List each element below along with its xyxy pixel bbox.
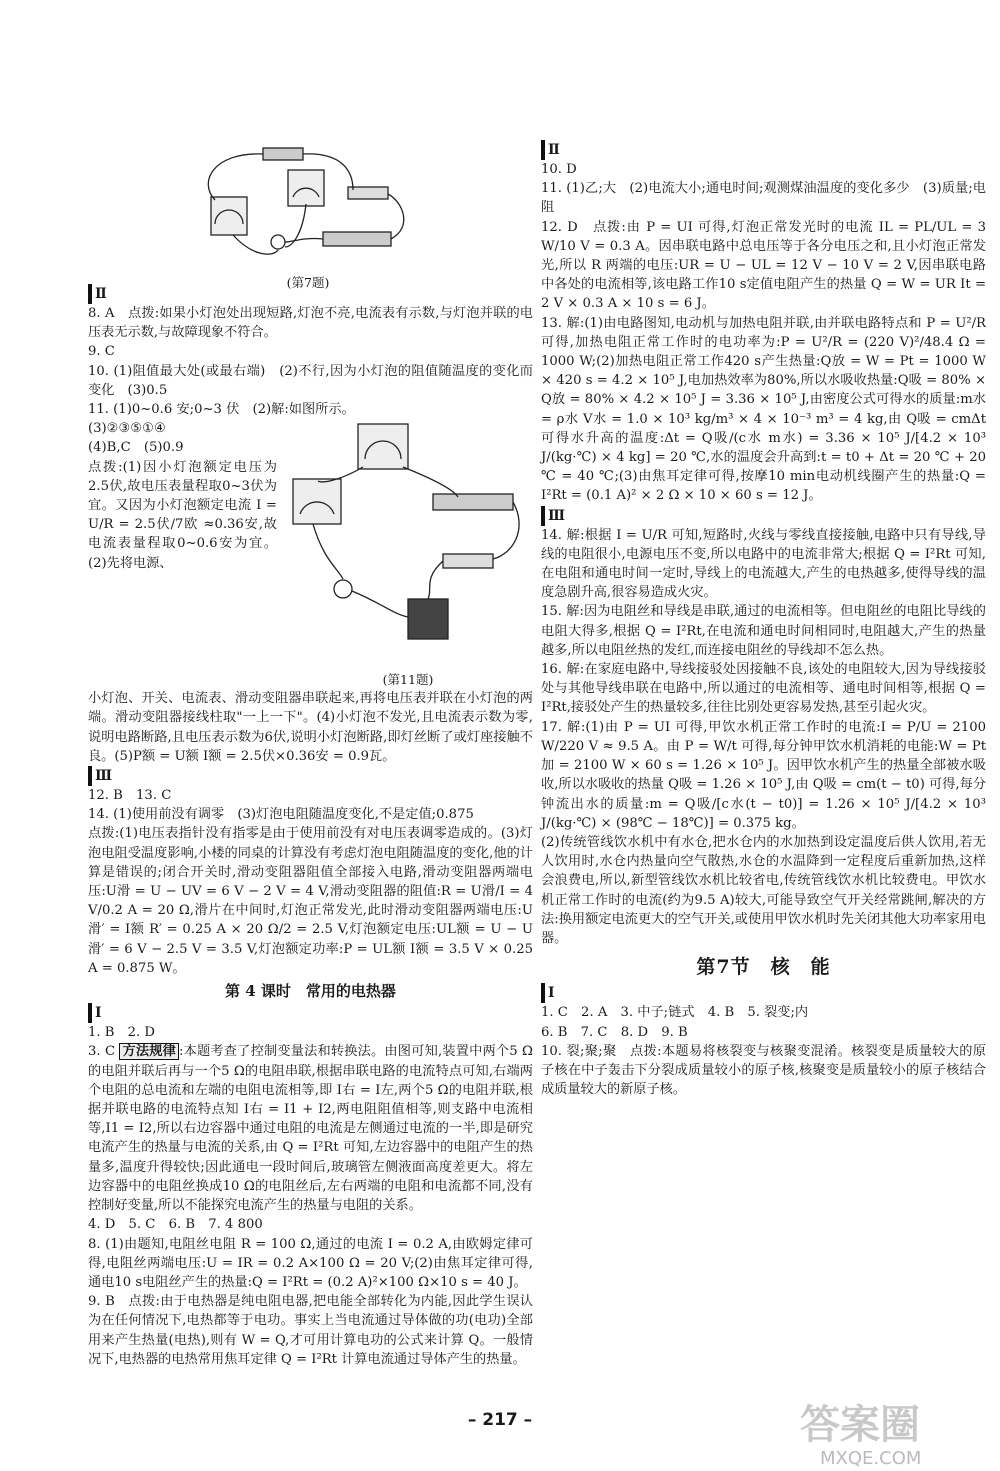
watermark-logo: 答案圈: [800, 1402, 920, 1448]
watermark-url: MXQE.COM: [820, 1448, 922, 1469]
method-tag: 方法规律: [119, 1043, 179, 1060]
answer-12: 12. D 点拨:由 P = UI 可得,灯泡正常发光时的电流 IL = PL/UL = 3 W/10 V = 0.3 A。因串联电路中总电压等于各分电压之和,且小灯泡正常发光,所以 R 两端的电压:UR = U − UL = 12 V − 10 V = 2 V,因串联电路中各处的电流相等,该电路工作10 s定值电阻产生的热量 Q = W = UR It = 2 V × 0.3 A × 10 s = 6 J。: [541, 219, 986, 312]
answer-11b: (3)②③⑤①④: [88, 421, 166, 437]
answer-16: 16. 解:在家庭电路中,导线接驳处因接触不良,该处的电阻较大,因为导线接驳处与其他导线串联在电路中,所以通过的电流相等、通电时间相等,根据 Q = I²Rt,接驳处产生的热量较多,往往比别处更容易发热,甚至引起火灾。: [541, 662, 986, 716]
answer-10: 10. (1)阻值最大处(或最右端) (2)不行,因为小灯泡的阻值随温度的变化而变化 (3)0.5: [88, 363, 533, 398]
answer-8b: 8. (1)由题知,电阻丝电阻 R = 100 Ω,通过的电流 I = 0.2 A,由欧姆定律可得,电阻丝两端电压:U = IR = 0.2 A×100 Ω = 20 V;(2)由焦耳定律可得,通电10 s电阻丝产生的热量:Q = I²Rt = (0.2 A)²×100 Ω×10 s = 40 J。: [88, 1236, 533, 1290]
answer-10b: 10. 裂;聚;聚 点拨:本题易将核裂变与核聚变混淆。核裂变是质量较大的原子核在中子轰击下分裂成质量较小的原子核,核聚变是质量较小的原子核结合成质量较大的新原子核。: [541, 1043, 986, 1098]
circuit-figure-7: [193, 142, 423, 291]
level-2-marker: Ⅱ: [88, 284, 533, 304]
answer-17b: (2)传统管线饮水机中有水仓,把水仓内的水加热到设定温度后供人饮用,若无人饮用时,水仓内热量向空气散热,水仓的水温降到一定程度后重新加热,这样会浪费电,所以,新型管线饮水机比较省电,传统管线饮水机比较费电。甲饮水机正常工作时的电流(约为9.5 A)较大,可能导致空气开关经常跳闸,解决的方法:换用额定电流更大的空气开关,或使用甲饮水机时先关闭其他大功率家用电器。: [541, 834, 986, 946]
level-1-marker: Ⅰ: [541, 983, 986, 1003]
level-3-marker: Ⅲ: [88, 766, 533, 786]
answer-11c: (4)B,C (5)0.9: [88, 440, 184, 456]
left-column: [88, 140, 533, 1369]
circuit-diagram-icon: [193, 142, 423, 267]
answer-14: 14. (1)使用前没有调零 (3)灯泡电阻随温度变化,不是定值;0.875: [88, 807, 474, 823]
answer-8: 8. A 点拨:如果小灯泡处出现短路,灯泡不亮,电流表有示数,与灯泡并联的电压表无示数,与故障现象不符合。: [88, 306, 533, 341]
circuit-diagram-icon: [283, 419, 533, 664]
answer-1: 1. C 2. A 3. 中子;链式 4. B 5. 裂变;内: [541, 1005, 809, 1021]
section-heading-lesson-4: 第 4 课时 常用的电热器: [225, 982, 396, 1001]
answer-1: 1. B 2. D: [88, 1025, 155, 1041]
answer-9: 9. C: [88, 344, 115, 360]
answer-11: 11. (1)乙;大 (2)电流大小;通电时间;观测煤油温度的变化多少 (3)质量;电阻: [541, 181, 986, 216]
answer-15: 15. 解:因为电阻丝和导线是串联,通过的电流相等。但电阻丝的电阻比导线的电阻大得多,根据 Q = I²Rt,在电流和通电时间相同时,电阻越大,产生的热量越多,所以电阻丝热的发红,而连接电阻丝的导线却不怎么热。: [541, 604, 986, 658]
answer-11-hint-cont: 小灯泡、开关、电流表、滑动变阻器串联起来,再将电压表并联在小灯泡的两端。滑动变阻器接线柱取"一上一下"。(4)小灯泡不发光,且电流表示数为零,说明电路断路,且电压表示数为6伏,说明小灯泡断路,即灯丝断了或灯座接触不良。(5)P额 = U额 I额 = 2.5伏×0.36安 = 0.9瓦。: [88, 691, 533, 764]
section-heading-nuclear: 第7节 核 能: [696, 956, 831, 979]
level-1-marker: Ⅰ: [88, 1003, 533, 1023]
level-3-marker: Ⅲ: [541, 506, 986, 526]
answer-12: 12. B 13. C: [88, 788, 172, 804]
answer-13: 13. 解:(1)由电路图知,电动机与加热电阻并联,由并联电路特点和 P = U²/R 可得,加热电阻正常工作时的电功率为:P = U²/R = (220 V)²/48.4 Ω = 1000 W;(2)加热电阻正常工作420 s产生热量:Q放 = W = Pt = 1000 W × 420 s = 4.2 × 10⁵ J,电加热效率为80%,所以水吸收热量:Q吸 = 80% × Q放 = 80% × 4.2 × 10⁵ J = 3.36 × 10⁵ J,由密度公式可得水的质量:m水 = ρ水 V水 = 1.0 × 10³ kg/m³ × 4 × 10⁻³ m³ = 4 kg,由 Q吸 = cmΔt 可得水升高的温度:Δt = Q吸/(c水 m水) = 3.36 × 10⁵ J/[4.2 × 10³ J/(kg·℃) × 4 kg] = 20 ℃,水的温度会升高到:t = t0 + Δt = 20 ℃ + 20 ℃ = 40 ℃;(3)由焦耳定律可得,按摩10 min电动机线圈产生的热量:Q = I²Rt = (0.1 A)² × 2 Ω × 10 × 60 s = 12 J。: [541, 315, 986, 504]
level-2-marker: Ⅱ: [541, 140, 986, 160]
answer-17: 17. 解:(1)由 P = UI 可得,甲饮水机正常工作时的电流:I = P/U = 2100 W/220 V ≈ 9.5 A。由 P = W/t 可得,每分钟甲饮水机消耗的电能:W = Pt加 = 2100 W × 60 s = 1.26 × 10⁵ J。因甲饮水机产生的热量全部被水吸收,所以水吸收的热量 Q吸 = 1.26 × 10⁵ J,由 Q吸 = cm(t − t0) 可得,每分钟流出水的质量:m = Q吸/[c水(t − t0)] = 1.26 × 10⁵ J/[4.2 × 10³ J/(kg·℃) × (98℃ − 18℃)] = 0.375 kg。: [541, 719, 986, 831]
answer-11a: 11. (1)0~0.6 安;0~3 伏 (2)解:如图所示。: [88, 402, 355, 418]
answer-10: 10. D: [541, 162, 577, 177]
answer-14: 14. 解:根据 I = U/R 可知,短路时,火线与零线直接接触,电路中只有导线,导线的电阻很小,电源电压不变,所以电路中的电流非常大;根据 Q = I²Rt 可知,在电阻和通电时间一定时,导线上的电流越大,产生的电热越多,使得导线的温度急剧升高,很容易造成火灾。: [541, 527, 986, 601]
answer-4: 4. D 5. C 6. B 7. 4 800: [88, 1217, 263, 1233]
right-column: [541, 140, 986, 1099]
figure-7-caption: (第7题): [286, 275, 330, 291]
page-number: – 217 –: [467, 1410, 533, 1430]
answer-11-hint: 点拨:(1)因小灯泡额定电压为2.5伏,故电压表量程取0~3伏为宜。又因为小灯泡额定电流 I = U/R = 2.5伏/7欧 ≈0.36安,故电流表量程取0~0.6安为宜。(2)先将电源、: [88, 459, 277, 571]
answer-9b: 9. B 点拨:由于电热器是纯电阻电器,把电能全部转化为内能,因此学生误认为在任何情况下,电热都等于电功。事实上当电流通过导体做的功(电功)全部用来产生热量(电热),则有 W = Q,才可用计算电功的公式来计算 Q。一般情况下,电热器的电热常用焦耳定律 Q = I²Rt 计算电流通过导体产生的热量。: [88, 1294, 533, 1367]
answer-6: 6. B 7. C 8. D 9. B: [541, 1024, 688, 1040]
answer-14-hint: 点拨:(1)电压表指针没有指零是由于使用前没有对电压表调零造成的。(3)灯泡电阻受温度影响,小楼的同桌的计算没有考虑灯泡电阻随温度的变化,他的计算是错误的;闭合开关时,滑动变阻器阻值全部接入电路,滑动变阻器两端电压:U滑 = U − UV = 6 V − 2 V = 4 V,滑动变阻器的阻值:R = U滑/I = 4 V/0.2 A = 20 Ω,滑片在中间时,灯泡正常发光,此时滑动变阻器两端电压:U滑′ = I额 R′ = 0.25 A × 20 Ω/2 = 2.5 V,灯泡额定电压:UL额 = U − U滑′ = 6 V − 2.5 V = 3.5 V,灯泡额定功率:P = UL额 I额 = 3.5 V × 0.25 A = 0.875 W。: [88, 826, 533, 976]
answer-3: 3. C 方法规律 :本题考查了控制变量法和转换法。由图可知,装置中两个5 Ω的电阻并联后再与一个5 Ω的电阻串联,根据串联电路的电流特点可知,右端两个电阻的总电流和左端的电阻电流相等,即 I右 = I左,两个5 Ω的电阻并联,根据并联电路的电流特点知 I右 = I1 + I2,两电阻阻值相等,则支路中电流相等,I1 = I2,所以右边容器中通过电阻的电流是左侧通过电流的一半,即是研究电流产生的热量与电流的关系,由 Q = I²Rt 可知,左边容器中的电阻产生的热量多,温度升得较快;因此通电一段时间后,玻璃管左侧液面高度差更大。将左边容器中的电阻丝换成10 Ω的电阻丝后,左右两端的电阻和电流都不同,没有控制好变量,所以不能探究电流产生的热量与电阻的关系。: [88, 1044, 533, 1214]
figure-11-caption: (第11题): [382, 672, 434, 688]
circuit-figure-11: [283, 419, 533, 689]
